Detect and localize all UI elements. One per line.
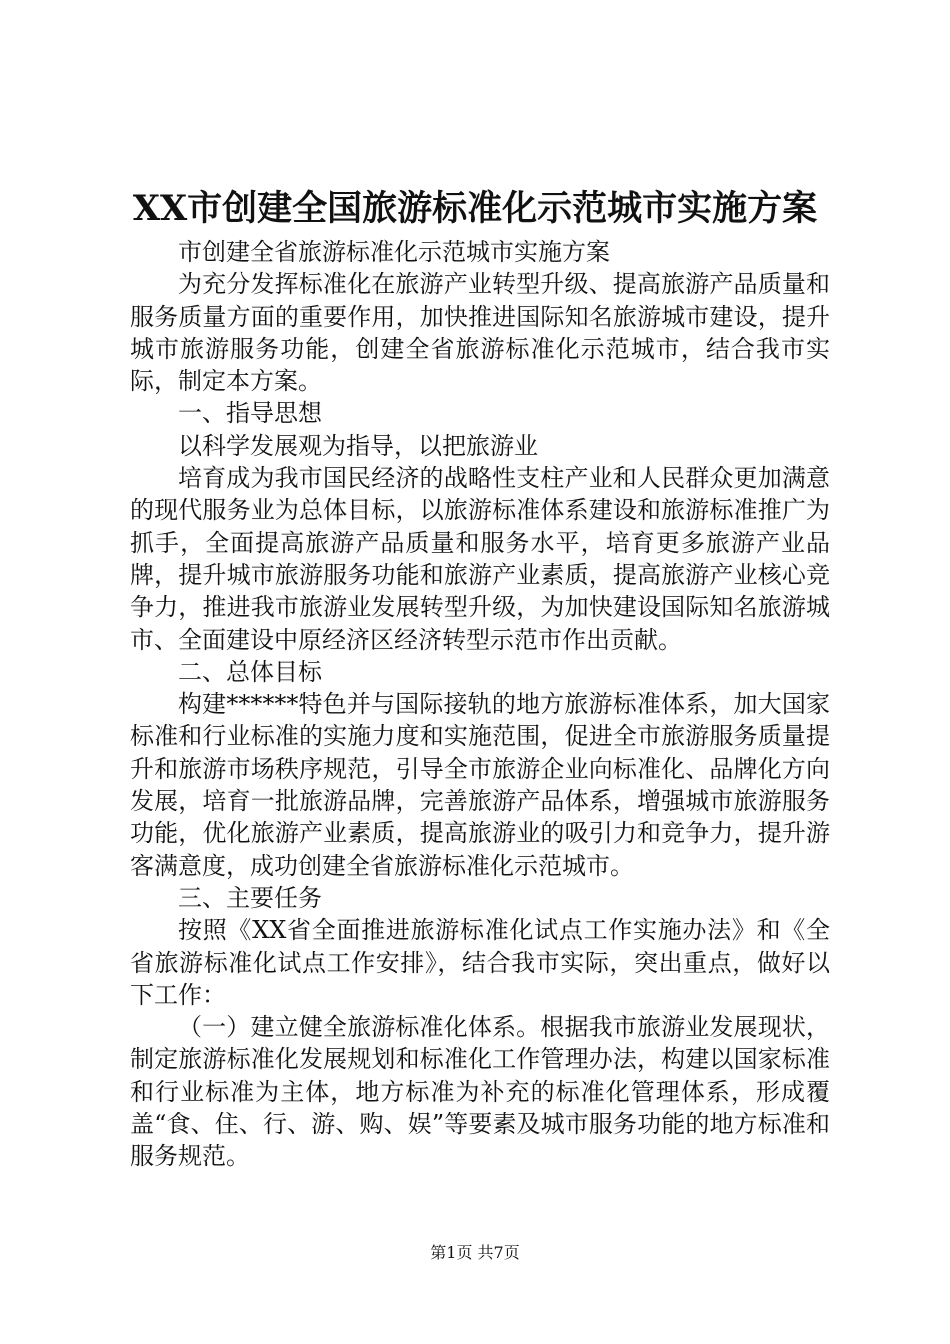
page-indicator: 第1页 共7页 <box>430 1243 520 1262</box>
paragraph: （一）建立健全旅游标准化体系。根据我市旅游业发展现状，制定旅游标准化发展规划和标准化工作管理办法，构建以国家标准和行业标准为主体，地方标准为补充的标准化管理体系，形成覆盖“食、住、行、游、购、娱”等要素及城市服务功能的地方标准和服务规范。 <box>130 1013 830 1171</box>
section-heading-overall-goal: 二、总体目标 <box>178 657 322 686</box>
paragraph: 按照《XX省全面推进旅游标准化试点工作实施办法》和《全省旅游标准化试点工作安排》，结合我市实际，突出重点，做好以下工作： <box>130 916 830 1009</box>
paragraph: 以科学发展观为指导，以把旅游业 <box>178 431 538 460</box>
subtitle-paragraph: 市创建全省旅游标准化示范城市实施方案 <box>178 238 610 266</box>
paragraph: 培育成为我市国民经济的战略性支柱产业和人民群众更加满意的现代服务业为总体目标，以旅游标准体系建设和旅游标准推广为抓手，全面提高旅游产品质量和服务水平，培育更多旅游产业品牌，提升城市旅游服务功能和旅游产业素质，提高旅游产业核心竞争力，推进我市旅游业发展转型升级，为加快建设国际知名旅游城市、全面建设中原经济区经济转型示范市作出贡献。 <box>130 464 830 654</box>
intro-paragraph: 为充分发挥标准化在旅游产业转型升级、提高旅游产品质量和服务质量方面的重要作用，加快推进国际知名旅游城市建设，提升城市旅游服务功能，创建全省旅游标准化示范城市，结合我市实际，制定本方案。 <box>130 270 830 396</box>
paragraph: 构建******特色并与国际接轨的地方旅游标准体系，加大国家标准和行业标准的实施力度和实施范围，促进全市旅游服务质量提升和旅游市场秩序规范，引导全市旅游企业向标准化、品牌化方向发展，培育一批旅游品牌，完善旅游产品体系，增强城市旅游服务功能，优化旅游产业素质，提高旅游业的吸引力和竞争力，提升游客满意度，成功创建全省旅游标准化示范城市。 <box>130 690 830 880</box>
document-title: XX市创建全国旅游标准化示范城市实施方案 <box>132 188 818 229</box>
section-heading-main-tasks: 三、主要任务 <box>178 883 322 912</box>
document-body <box>130 236 830 1173</box>
section-heading-guiding-ideology: 一、指导思想 <box>178 399 322 428</box>
